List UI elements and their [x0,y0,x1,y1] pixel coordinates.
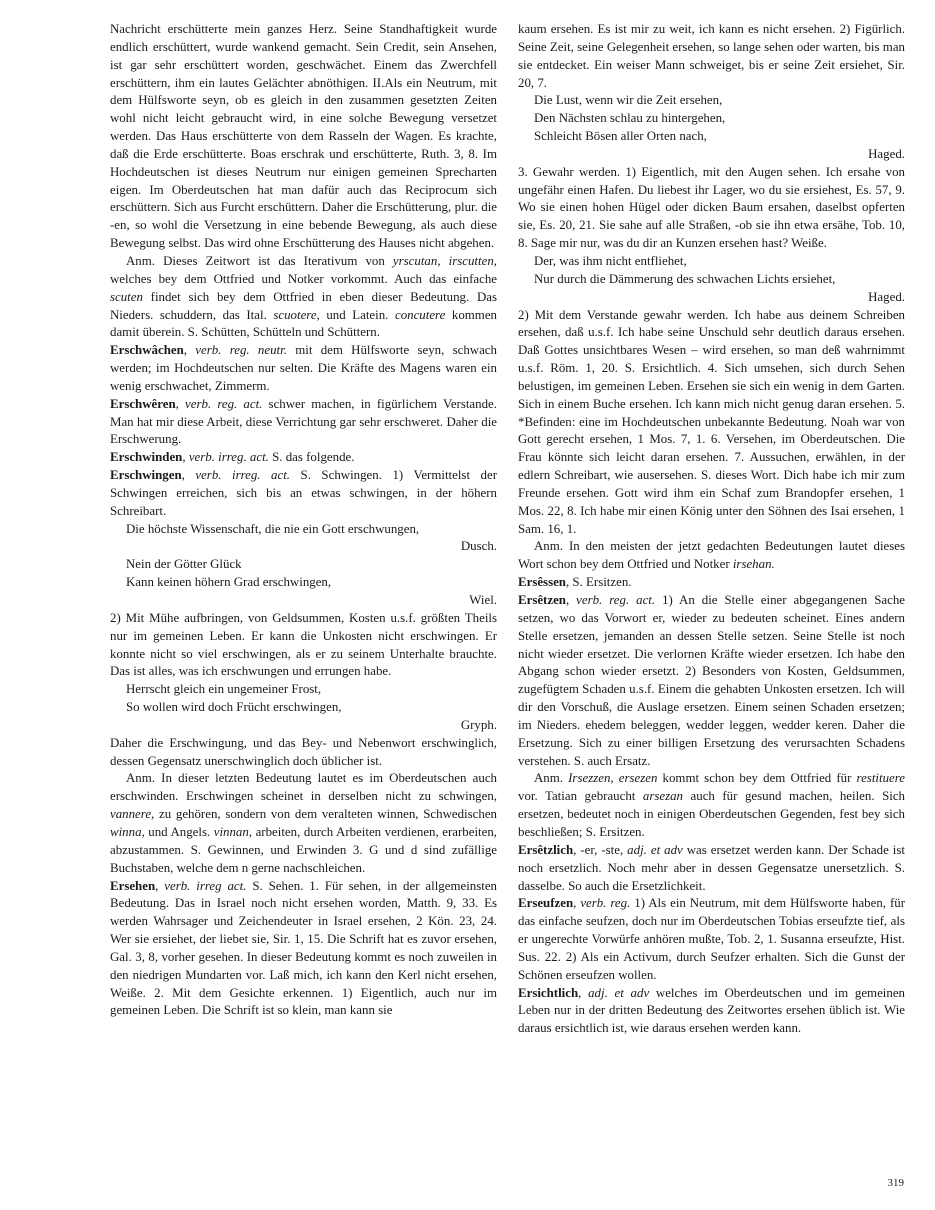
text-run: kommt schon bey dem Ottfried für [657,771,857,786]
verse-source [518,146,905,164]
text-run: , [182,450,189,465]
headword: Erschwinden [110,450,183,465]
text-run: , -er, -ste, [573,842,628,857]
text-run: , [565,593,577,607]
italic-text: verb. reg. act. [576,593,656,607]
text-run: welches im Oberdeutschen und im gemeinen Leben nur in der dritten Bedeutung des Zeitwortes ersehen üblich ist. Wie daraus ersichtlich ist, wie daraus ersehen werden kann. [518,985,905,1036]
text-run: Dusch. [460,539,497,554]
text-run: kaum ersehen. Es ist mir zu weit, ich kann es nicht ersehen. 2) Figürlich. Seine Zeit, seine Gelegenheit ersehen, so lange sehen oder warten, bis man sie entdecket. Ein weiser Mann schweiget, bis er seine Zeit ersiehet, Sir. 20, 7. [518,22,905,90]
headword: Erschwâchen [110,343,184,358]
text-run: arbeiten, durch Arbeiten verdienen, erarbeiten, abzustammen. S. Gewinnen, und Erwinden 3. G und d sind zufällige Buchstaben, welche dem n gerne nachschleichen. [110,824,497,875]
paragraph [518,164,905,253]
text-run: welches bey dem Ottfried und Notker vorkommt. Auch das einfache [110,271,497,286]
verse-line [110,681,497,699]
text-run: , [155,878,165,893]
italic-text: adj. et adv [627,842,683,857]
headword: Ersêssen [518,575,566,590]
text-run: Herrscht gleich ein ungemeiner Frost, [126,682,322,697]
headword: Erseufzen [518,896,574,911]
verse-source [110,717,497,735]
text-run: kommen damit überein. S. Schütten, Schütteln und Schüttern. [110,307,497,340]
paragraph [518,985,905,1039]
verse-line [518,253,905,271]
text-run: Anm. In dieser letzten Bedeutung lautet es im Oberdeutschen auch erschwinden. Erschwingen scheinet in derselben nicht zu schwingen, [110,771,497,804]
text-run: , [181,468,196,483]
verse-line [518,92,905,110]
note-paragraph [110,253,497,342]
text-run: , S. Ersitzen. [565,575,632,590]
verse-line [110,574,497,592]
note-paragraph [518,770,905,841]
italic-text: vinnan, [213,824,253,839]
text-run: S. Schwingen. 1) Vermittelst der Schwingen erreichen, sich bis an etwas schwingen, in der höhern Schreibart. [110,468,497,518]
verse-line [518,110,905,128]
verse-line [518,271,905,289]
italic-text: Irsezzen, ersezen [568,771,658,786]
headword: Ersehen [110,878,156,893]
text-run: Wiel. [469,593,497,607]
text-run: zu gehören, sondern von dem veralteten winnen, Schwedischen [154,807,497,822]
paragraph [518,21,905,92]
text-run: , [578,985,589,1000]
italic-text: restituere [856,771,905,786]
note-paragraph [518,538,905,574]
italic-text: vannere, [110,807,155,822]
text-run: Gryph. [460,717,497,732]
text-run: Schleicht Bösen aller Orten nach, [534,129,707,144]
page-number: 319 [887,1177,904,1189]
headword: Erschwingen [110,468,182,483]
paragraph [518,842,905,896]
italic-text: yrscutan, irscutten, [392,253,497,268]
headword: Ersêtzlich [518,842,574,857]
text-run: Nur durch die Dämmerung des schwachen Lichts ersiehet, [534,271,836,286]
headword: Ersêtzen [518,593,566,607]
paragraph [110,735,497,771]
text-run: Nachricht erschütterte mein ganzes Herz. Seine Standhaftigkeit wurde endlich erschüttert, wurde wankend gemacht. Sein Credit, sein Ansehen, ist gar sehr erschüttert worden, geschwächet. Einem das Zwerchfell erschüttern, ihm ein lautes Gelächter abnöthigen. II.Als ein Neutrum, mit dem Hülfsworte seyn, ob es gleich in den zusammen gesetzten Zeiten wohl nicht leicht gebraucht wird, in eine solche Bewegung versetzet werden. Das Haus erschütterte von dem Rasseln der Wagen. Es krachte, daß die Erde erschütterte. Boas erschrak und erschütterte, Ruth. 3, 8. Im Hochdeutschen ist dieses Neutrum nur einigen gemeinen Sprecharten eigen. Im Oberdeutschen hat man dafür auch das Reciprocum sich erschüttern. Sich aus Furcht erschüttern. Daher die Erschütterung, plur. die -en, so wohl die Versetzung in eine bebende Bewegung, als auch diese Bewegung selbst. Das wird ohne Erschütterung des Hauses nicht abgehen. [110,22,497,251]
text-run: S. Sehen. 1. Für sehen, in der allgemeinsten Bedeutung. Das in Israel noch nicht ersehen worden, Matth. 9, 33. Es werden Wahrsager und Zeichendeuter in Israel ersehen, 2 Kön. 23, 24. Wer sie ersiehet, der liebet sie, Sir. 1, 15. Die Schrift hat es zuvor ersehen, Gal. 3, 8, vorher gesehen. In dieser Bedeutung kommt es noch zuweilen in den niedrigen Mundarten vor. Laß mich, ich kann den Kerl nicht ersehen, Weiße. 2. Mit dem Gesichte erkennen. 1) Eigentlich, auch nur im gemeinen Leben. Die Schrift ist so klein, man kann sie [110,878,497,1018]
text-run: auch für gesund machen, heilen. Sich ersetzen, bedeutet noch in einigen Oberdeutschen Gegenden, fest bey sich beschließen; S. Ersitzen. [518,789,905,839]
paragraph [518,307,905,539]
verse-source [110,592,497,610]
italic-text: verb. reg. act. [185,396,263,411]
italic-text: arsezan [642,789,683,804]
text-run: Daher die Erschwingung, und das Bey- und Nebenwort erschwinglich, dessen Gegensatz unerschwinglich doch üblicher ist. [110,735,497,768]
paragraph [110,610,497,681]
paragraph [110,449,497,467]
paragraph [518,574,905,592]
text-run: und Angels. [144,824,214,839]
text-run: Die höchste Wissenschaft, die nie ein Gott erschwungen, [126,521,420,536]
paragraph [110,396,497,450]
text-run: und Latein. [319,307,395,322]
text-run: Den Nächsten schlau zu hintergehen, [534,111,726,126]
text-run: 1) Als ein Neutrum, mit dem Hülfsworte haben, für das einfache seufzen, doch nur im Oberdeutschen Tobias erseufzte tief, als er ungerechte Vorwürfe anhören mußte, Tob. 2, 1. Susanna erseufzte, Hist. Sus. 22. 2) Als ein Activum, durch Seufzer erhalten. Sich die Gunst der Schönen erseufzen wollen. [518,896,905,982]
text-run: , [175,396,186,411]
paragraph [110,878,497,1021]
text-run: Anm. [534,771,569,786]
verse-source [110,538,497,556]
left-column [110,21,497,1020]
text-run: 3. Gewahr werden. 1) Eigentlich, mit den Augen sehen. Ich ersahe von ungefähr einen Hafen. Du liebest ihr Lager, wo du sie ersiehest, Es. 57, 9. Wo sie einen hohen Hügel oder dicken Baum ersahen, daselbst opferten sie, Es. 20, 21. Sie sahe auf alle Straßen, -ob sie ihn etwa ersähe, Tob. 10, 8. Sage mir nur, was du dir an Kunzen ersehen hast? Weiße. [518,164,905,251]
italic-text: verb. reg. [580,896,631,911]
paragraph [518,592,905,770]
italic-text: irsehan. [732,557,775,572]
italic-text: scuotere, [273,307,320,322]
text-run: So wollen wird doch Frücht erschwingen, [126,700,342,715]
text-run: Nein der Götter Glück [126,557,242,572]
paragraph [518,895,905,984]
verse-line [110,556,497,574]
italic-text: verb. reg. neutr. [195,343,287,358]
right-column [518,21,905,1038]
text-run: , [183,343,196,358]
italic-text: adj. et adv [588,985,650,1000]
text-run: Haged. [868,289,905,304]
italic-text: scuten [110,289,143,304]
paragraph [110,467,497,521]
text-run: mit dem Hülfsworte seyn, schwach werden; im Hochdeutschen nur selten. Die Kräfte des Magens waren ein wenig erschwachet, Zimmerm. [110,343,497,393]
text-run: S. das folgende. [268,450,355,465]
italic-text: concutere [394,307,446,322]
text-run: 1) An die Stelle einer abgegangenen Sache setzen, wo das Vorwort er, wieder zu bedeuten scheinet. Eines andern Stelle ersetzen, jemanden an dessen Stelle setzen. Seine Stelle ist noch nicht wieder ersetzet. Die verlornen Kräfte wieder ersetzen. Ich habe den Abgang schon wieder ersetzt. 2) Besonders von Kosten, Geldsummen, zugefügtem Schaden u.s.f. Einem die gehabten Unkosten ersetzen. Ich will dir den Vorschuß, die Auslage ersetzen. Einem seinen Schaden ersetzen; im Nieders. ehedem beleggen, wedder leggen, wedder keren. Daher die Ersetzung. Sich zu einer billigen Ersetzung des verursachten Schadens verstehen. S. auch Ersatz. [518,593,905,768]
verse-line [110,521,497,539]
verse-source [518,289,905,307]
note-paragraph [110,770,497,877]
text-run: schwer machen, in figürlichem Verstande. Man hat mir diese Arbeit, diese Verrichtung gar sehr erschweret. Daher die Erschwerung. [110,396,497,447]
text-run: vor. Tatian gebraucht [518,789,643,804]
text-run: Anm. In den meisten der jetzt gedachten Bedeutungen lautet dieses Wort schon bey dem Ottfried und Notker [518,539,905,572]
text-run: Kann keinen höhern Grad erschwingen, [126,575,332,590]
paragraph [110,21,497,253]
text-run: Der, was ihm nicht entfliehet, [534,253,687,268]
text-run: Anm. Dieses Zeitwort ist das Iterativum von [126,253,393,268]
text-run: 2) Mit Mühe aufbringen, von Geldsummen, Kosten u.s.f. größten Theils nur im gemeinen Leben. Er kann die Unkosten nicht erschwingen. Er konnte nicht so viel erschwingen, als er zu seinem Unterhalte brauchte. Das ist alles, was ich erschwungen und errungen habe. [110,610,497,679]
text-run: , [573,896,581,911]
headword: Erschwêren [110,396,176,411]
text-run: was ersetzet werden kann. Der Schade ist noch ersetzlich. Noch mehr aber in dessen Gegensatze unersetzlich. S. dasselbe. So auch die Ersetzlichkeit. [518,842,905,893]
italic-text: winna, [110,824,145,839]
verse-line [518,128,905,146]
italic-text: verb. irreg. act. [188,450,269,465]
italic-text: verb. irreg act. [164,878,247,893]
verse-line [110,699,497,717]
italic-text: verb. irreg. act. [195,468,291,483]
text-run: Haged. [868,146,905,161]
text-run: 2) Mit dem Verstande gewahr werden. Ich habe aus deinem Schreiben ersehen, daß u.s.f. Ich habe seine Unschuld sehr deutlich daraus ersehen. Daß Gottes unsichtbares Wesen – wird ersehen, so man deß wahrnimmt u.s.f. Röm. 1, 20. S. Ersichtlich. 4. Sich umsehen, sich durch Sehen belustigen, im gemeinen Leben. Ersehen sie sich ein wenig in dem Garten. Sich in einem Buche ersehen. Ich kann mich nicht genug daran ersehen. 5. *Befinden: eine im Hochdeutschen unbekannte Bedeutung. Noah war von Gott gerecht ersehen, 1 Mos. 7, 1. 6. Versehen, im Oberdeutschen. Die Frau könnte sich leicht daran ersehen. 7. Aussuchen, erwählen, in der edlern Schreibart, wie ausersehen. S. dieses Wort. Dich habe ich mir zum Freunde ersehen. Gott wird ihm ein Schaf zum Brandopfer ersehen, 1 Mos. 22, 8. Ich habe mir einen König unter den Söhnen des Isai ersehen, 1 Sam. 16, 1. [518,307,905,536]
text-run: Die Lust, wenn wir die Zeit ersehen, [534,93,723,108]
paragraph [110,342,497,396]
text-run: findet sich bey dem Ottfried in eben dieser Bedeutung. Das Nieders. schuddern, das Ital. [110,289,497,322]
headword: Ersichtlich [518,985,579,1000]
